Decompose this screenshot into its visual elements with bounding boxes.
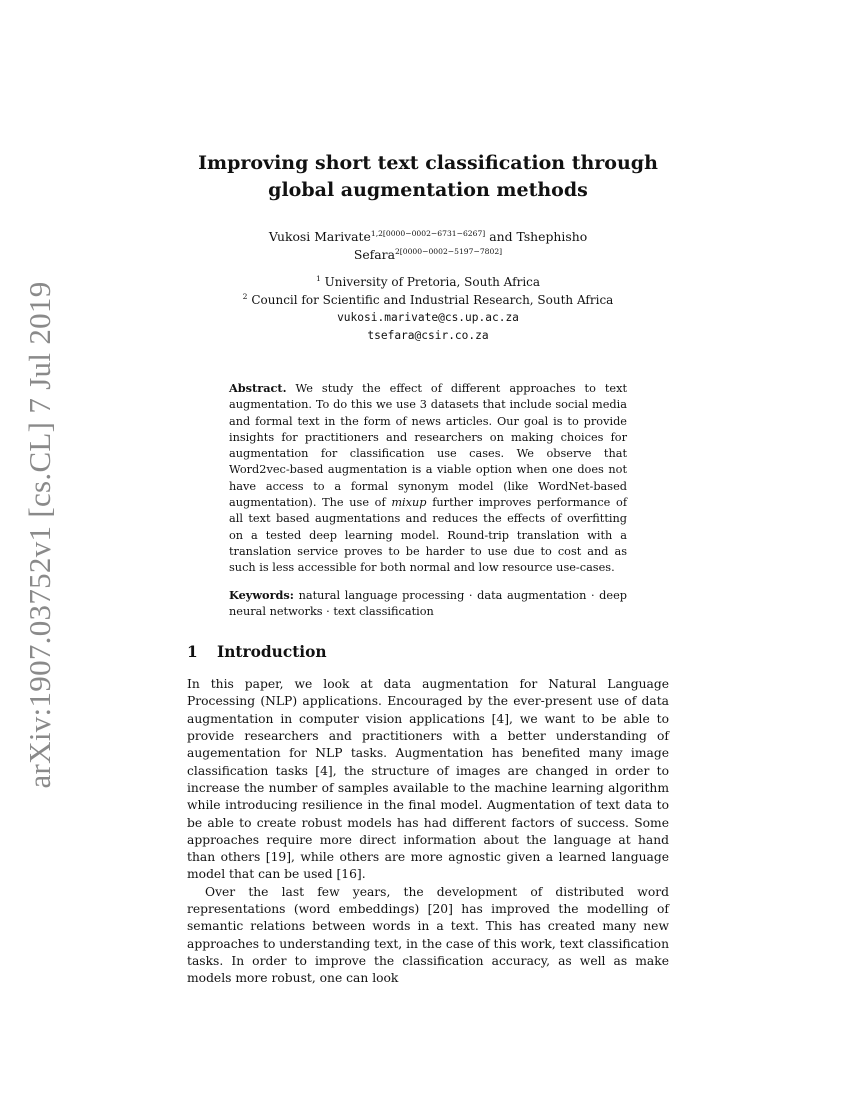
affiliation-2-text: Council for Scientific and Industrial Research, South Africa: [251, 292, 614, 307]
abstract-text-1: We study the effect of different approaches to text augmentation. To do this we use 3 datasets that include social media and formal text in the form of news articles. Our goal is to provide insights for practitioners and researchers on making choices for augmentation for classification use cases. We observe that Word2vec-based augmentation is a viable option when one does not have access to a formal synonym model (like WordNet-based augmentation). The use of: [229, 382, 627, 510]
title-line-1: Improving short text classification through: [198, 152, 658, 174]
affiliation-1: [187, 274, 669, 292]
author-block: [187, 228, 669, 264]
paragraph-1: In this paper, we look at data augmentation for Natural Language Processing (NLP) applications. Encouraged by the ever-present use of data augmentation in computer vision applications [4], we want to be able to provide researchers and practitioners with a better understanding of augementation for NLP tasks. Augmentation has benefited many image classification tasks [4], the structure of images are changed in order to increase the number of samples available to the machine learning algorithm while introducing resilience in the final model. Augmentation of text data to be able to create robust models has had different factors of success. Some approaches require more direct information about the language at hand than others [19], while others are more agnostic given a learned language model that can be used [16].: [187, 677, 669, 882]
affiliation-2: [187, 292, 669, 310]
abstract: [229, 380, 627, 577]
author-1-name: Vukosi Marivate: [268, 229, 371, 244]
email-2: tsefara@csir.co.za: [367, 328, 489, 342]
keywords: [229, 587, 627, 621]
author-line-2: [187, 246, 669, 264]
affiliations: [187, 274, 669, 344]
paragraph-2: Over the last few years, the development of distributed word representations (word embeddings) [20] has improved the modelling of semantic relations between words in a text. This has created many new approaches to understanding text, in the case of this work, text classification tasks. In order to improve the classification accuracy, as well as make models more robust, one can look: [187, 884, 669, 986]
section-number: 1: [187, 643, 198, 662]
title-line-2: global augmentation methods: [268, 179, 588, 201]
keywords-text: natural language processing · data augmentation · deep neural networks · text classification: [229, 588, 627, 618]
author-2-affiliation-orcid: 2[0000−0002−5197−7802]: [394, 247, 503, 256]
author-2-name: Sefara: [353, 247, 395, 262]
abstract-label: Abstract.: [229, 381, 287, 395]
keywords-label: Keywords:: [229, 587, 294, 602]
author-conjunction: and Tshephisho: [489, 229, 588, 244]
arxiv-identifier: arXiv:1907.03752v1 [cs.CL] 7 Jul 2019: [22, 281, 57, 789]
affiliation-1-text: University of Pretoria, South Africa: [324, 275, 541, 289]
paper-page: [187, 150, 669, 988]
abstract-emphasis: mixup: [391, 496, 427, 510]
affiliation-1-marker: 1: [315, 274, 321, 283]
arxiv-side-stamp: [20, 281, 60, 789]
abstract-text-2: further improves performance of all text based augmentations and reduces the effects of overfitting on a tested deep learning model. Round-trip translation with a translation service proves to be harder to use due to cost and as such is less accessible for both normal and low resource use-cases.: [229, 496, 628, 575]
email-1: vukosi.marivate@cs.up.ac.za: [337, 311, 519, 324]
section-title: Introduction: [217, 643, 327, 662]
paper-title: [187, 150, 669, 204]
affiliation-2-marker: 2: [242, 291, 248, 301]
author-line-1: [187, 228, 669, 246]
section-heading: [187, 642, 669, 662]
author-1-affiliation-orcid: 1,2[0000−0002−6731−6267]: [370, 229, 486, 238]
